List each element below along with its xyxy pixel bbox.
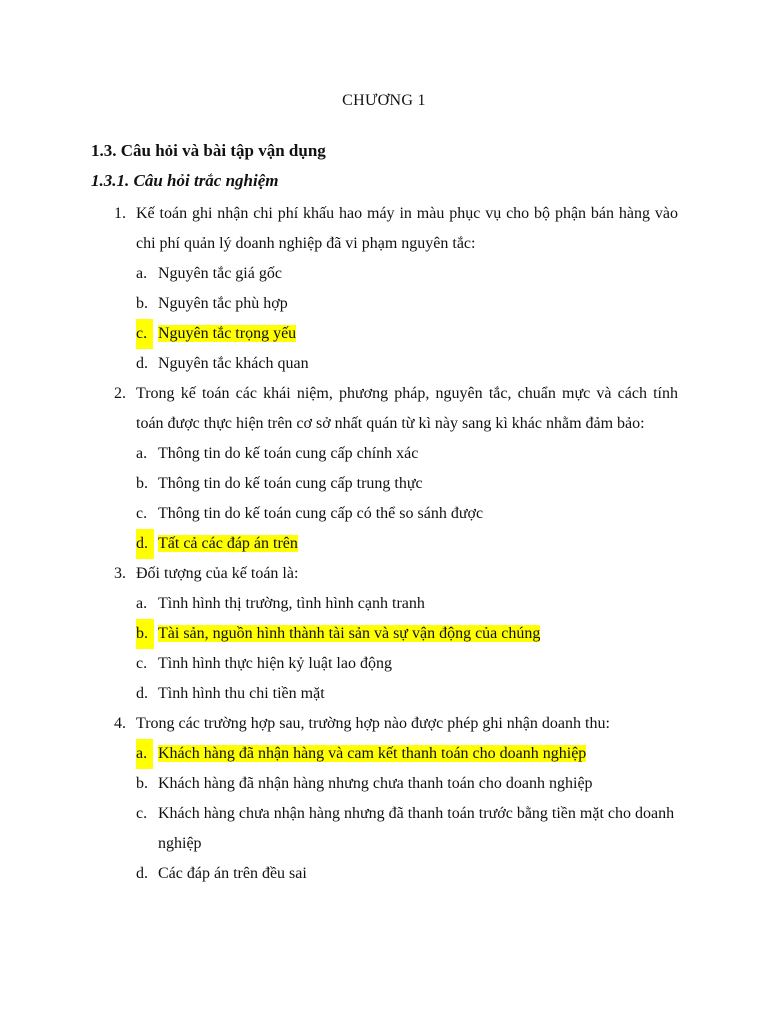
option-letter: b.	[136, 295, 148, 312]
option-text: Tình hình thu chi tiền mặt	[158, 685, 325, 702]
option-text: Tài sản, nguồn hình thành tài sản và sự vận động của chúng	[158, 625, 541, 642]
option-text: Thông tin do kế toán cung cấp chính xác	[158, 445, 419, 462]
option-text: Thông tin do kế toán cung cấp trung thực	[158, 475, 423, 492]
option-text: Nguyên tắc giá gốc	[158, 265, 282, 282]
option-letter: d.	[136, 865, 148, 882]
option-text: Nguyên tắc phù hợp	[158, 295, 288, 312]
answer-wrapper	[158, 475, 423, 492]
answer-option	[0, 499, 768, 529]
option-letter: c.	[136, 805, 148, 822]
question	[0, 199, 768, 259]
option-text: Các đáp án trên đều sai	[158, 865, 307, 882]
answer-option	[0, 259, 768, 289]
option-letter: d.	[136, 355, 148, 372]
option-text: Thông tin do kế toán cung cấp có thể so sánh được	[158, 505, 484, 522]
answer-option	[0, 769, 768, 799]
question-text: Đối tượng của kế toán là:	[136, 565, 299, 582]
option-letter: a.	[136, 265, 148, 282]
answer-wrapper	[158, 805, 674, 852]
answer-option	[0, 319, 768, 349]
answer-wrapper	[158, 295, 288, 312]
option-letter: c.	[136, 505, 148, 522]
option-text: Tình hình thị trường, tình hình cạnh tranh	[158, 595, 425, 612]
answer-wrapper	[158, 685, 325, 702]
answer-option	[0, 529, 768, 559]
answer-option	[0, 289, 768, 319]
option-text: Nguyên tắc khách quan	[158, 355, 309, 372]
option-text: Khách hàng chưa nhận hàng nhưng đã thanh toán trước bằng tiền mặt cho doanh nghiệp	[158, 805, 675, 852]
option-letter: b.	[136, 475, 148, 492]
answer-wrapper	[158, 265, 282, 282]
option-letter: b.	[136, 619, 154, 649]
question-list	[0, 199, 768, 889]
option-letter: a.	[136, 595, 148, 612]
answer-wrapper	[158, 655, 392, 672]
option-letter: c.	[136, 319, 153, 349]
question	[0, 379, 768, 439]
question-number: 3.	[114, 565, 126, 582]
answer-option	[0, 739, 768, 769]
answer-wrapper	[158, 595, 425, 612]
answer-option	[0, 859, 768, 889]
answer-wrapper	[158, 865, 307, 882]
answer-wrapper	[158, 445, 418, 462]
chapter-title: CHƯƠNG 1	[342, 92, 426, 109]
answer-option	[0, 799, 768, 859]
question	[0, 709, 768, 739]
highlighted-answer	[158, 625, 540, 642]
highlighted-answer	[158, 745, 586, 762]
answer-option	[0, 469, 768, 499]
option-text: Khách hàng đã nhận hàng và cam kết thanh toán cho doanh nghiệp	[158, 745, 587, 762]
option-letter: a.	[136, 739, 153, 769]
answer-option	[0, 589, 768, 619]
highlighted-answer	[158, 325, 296, 342]
answer-option	[0, 349, 768, 379]
option-text: Nguyên tắc trọng yếu	[158, 325, 297, 342]
question-text: Trong kế toán các khái niệm, phương pháp, nguyên tắc, chuẩn mực và cách tính toán được thực hiện trên cơ sở nhất quán từ kì này sang kì khác nhằm đảm bảo:	[136, 385, 678, 432]
option-text: Khách hàng đã nhận hàng nhưng chưa thanh toán cho doanh nghiệp	[158, 775, 593, 792]
question-number: 2.	[114, 385, 126, 402]
answer-option	[0, 649, 768, 679]
section-heading: 1.3. Câu hỏi và bài tập vận dụng	[91, 141, 326, 160]
option-text: Tình hình thực hiện kỷ luật lao động	[158, 655, 392, 672]
answer-option	[0, 439, 768, 469]
answer-option	[0, 679, 768, 709]
question-number: 4.	[114, 715, 126, 732]
option-letter: d.	[136, 529, 154, 559]
option-letter: a.	[136, 445, 148, 462]
option-letter: c.	[136, 655, 148, 672]
highlighted-answer	[158, 535, 298, 552]
subsection-heading: 1.3.1. Câu hỏi trắc nghiệm	[91, 171, 279, 190]
answer-option	[0, 619, 768, 649]
question-text: Kế toán ghi nhận chi phí khấu hao máy in màu phục vụ cho bộ phận bán hàng vào chi phí quản lý doanh nghiệp đã vi phạm nguyên tắc:	[136, 205, 678, 252]
answer-wrapper	[158, 775, 593, 792]
option-letter: b.	[136, 775, 148, 792]
question-number: 1.	[114, 205, 126, 222]
option-letter: d.	[136, 685, 148, 702]
question-text: Trong các trường hợp sau, trường hợp nào được phép ghi nhận doanh thu:	[136, 715, 610, 732]
answer-wrapper	[158, 355, 309, 372]
answer-wrapper	[158, 505, 483, 522]
option-text: Tất cả các đáp án trên	[158, 535, 298, 552]
question	[0, 559, 768, 589]
